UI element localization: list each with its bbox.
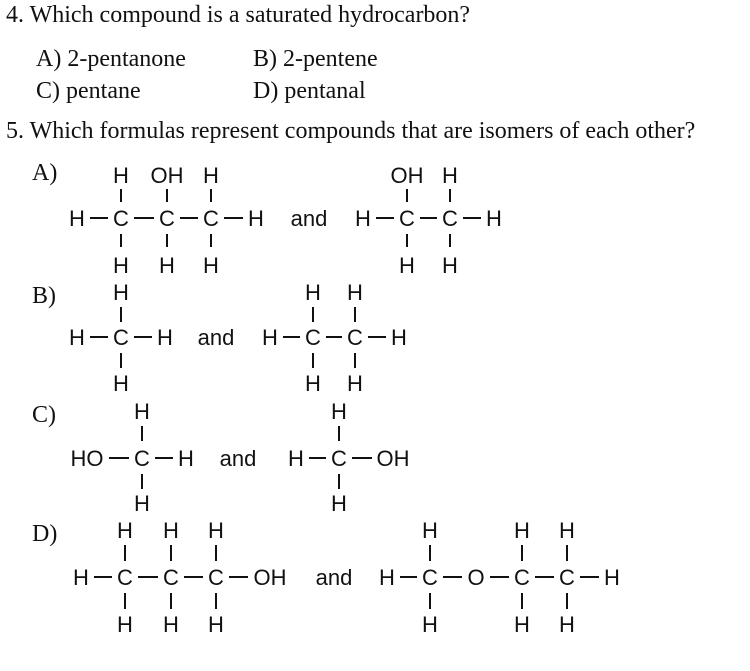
atom-c: C — [208, 565, 224, 590]
atom-h: H — [208, 612, 224, 637]
atom-c: C — [117, 565, 133, 590]
and-connector: and — [219, 446, 257, 471]
atom-oh: OH — [390, 163, 424, 188]
q5-option-a-label[interactable]: A) — [32, 160, 58, 186]
q4-option-a-text: 2-pentanone — [67, 46, 186, 72]
atom-c: C — [331, 446, 347, 471]
q5-d-left-structure[interactable] — [73, 518, 286, 637]
q5-option-d-label[interactable]: D) — [32, 521, 58, 547]
atom-oh: OH — [253, 565, 287, 590]
atom-h: H — [113, 280, 129, 305]
atom-c: C — [514, 565, 530, 590]
atom-h: H — [442, 163, 458, 188]
atom-h: H — [331, 399, 347, 424]
atom-c: C — [347, 325, 363, 350]
atom-h: H — [163, 612, 179, 637]
atom-c: C — [163, 565, 179, 590]
question-4-stem: 4. Which compound is a saturated hydrocarbon? — [6, 2, 471, 28]
atom-ho: HO — [70, 446, 104, 471]
atom-h: H — [159, 253, 175, 278]
question-5-stem: 5. Which formulas represent compounds that are isomers of each other? — [6, 118, 696, 144]
atom-h: H — [514, 518, 530, 543]
atom-h: H — [203, 163, 219, 188]
atom-oh: OH — [376, 446, 410, 471]
atom-c: C — [203, 206, 219, 231]
atom-c: C — [305, 325, 321, 350]
atom-h: H — [331, 491, 347, 516]
atom-h: H — [69, 206, 85, 231]
atom-c: C — [422, 565, 438, 590]
atom-h: H — [69, 325, 85, 350]
atom-c: C — [113, 325, 129, 350]
q4-option-d-label: D) — [253, 78, 279, 104]
atom-h: H — [391, 325, 407, 350]
q4-option-b-label: B) — [253, 46, 277, 72]
atom-h: H — [514, 612, 530, 637]
atom-h: H — [559, 612, 575, 637]
and-connector: and — [290, 206, 328, 231]
atom-h: H — [203, 253, 219, 278]
atom-h: H — [113, 371, 129, 396]
atom-h: H — [442, 253, 458, 278]
atom-c: C — [134, 446, 150, 471]
atom-o: O — [467, 565, 485, 590]
atom-h: H — [73, 565, 89, 590]
and-connector: and — [197, 325, 235, 350]
atom-oh: OH — [150, 163, 184, 188]
q5-b-right-structure[interactable] — [262, 280, 407, 396]
atom-c: C — [399, 206, 415, 231]
q4-option-c-label: C) — [36, 78, 60, 104]
atom-h: H — [305, 280, 321, 305]
atom-h: H — [208, 518, 224, 543]
atom-h: H — [486, 206, 502, 231]
and-connector: and — [315, 565, 353, 590]
q4-option-d-text: pentanal — [284, 78, 366, 104]
atom-h: H — [399, 253, 415, 278]
q5-a-left-structure[interactable] — [69, 163, 264, 278]
q5-c-right-structure[interactable] — [288, 399, 409, 516]
atom-h: H — [262, 325, 278, 350]
atom-h: H — [157, 325, 173, 350]
atom-h: H — [559, 518, 575, 543]
atom-h: H — [288, 446, 304, 471]
atom-c: C — [159, 206, 175, 231]
q5-option-c-label[interactable]: C) — [32, 402, 56, 428]
q4-option-c-text: pentane — [66, 78, 141, 104]
atom-h: H — [117, 612, 133, 637]
atom-h: H — [117, 518, 133, 543]
q5-option-b-label[interactable]: B) — [32, 283, 56, 309]
atom-h: H — [355, 206, 371, 231]
atom-c: C — [113, 206, 129, 231]
atom-h: H — [604, 565, 620, 590]
q5-c-left-structure[interactable] — [71, 399, 194, 516]
atom-h: H — [178, 446, 194, 471]
q4-option-b-text: 2-pentene — [283, 46, 378, 72]
q5-a-right-structure[interactable] — [355, 163, 502, 278]
atom-h: H — [248, 206, 264, 231]
q5-d-right-structure[interactable] — [379, 518, 620, 637]
atom-h: H — [379, 565, 395, 590]
atom-h: H — [305, 371, 321, 396]
atom-h: H — [422, 518, 438, 543]
atom-c: C — [442, 206, 458, 231]
q4-option-a-label: A) — [36, 46, 62, 72]
atom-h: H — [347, 280, 363, 305]
atom-h: H — [113, 253, 129, 278]
q5-b-left-structure[interactable] — [69, 280, 173, 396]
atom-h: H — [347, 371, 363, 396]
atom-c: C — [559, 565, 575, 590]
atom-h: H — [113, 163, 129, 188]
atom-h: H — [134, 399, 150, 424]
atom-h: H — [134, 491, 150, 516]
atom-h: H — [163, 518, 179, 543]
atom-h: H — [422, 612, 438, 637]
